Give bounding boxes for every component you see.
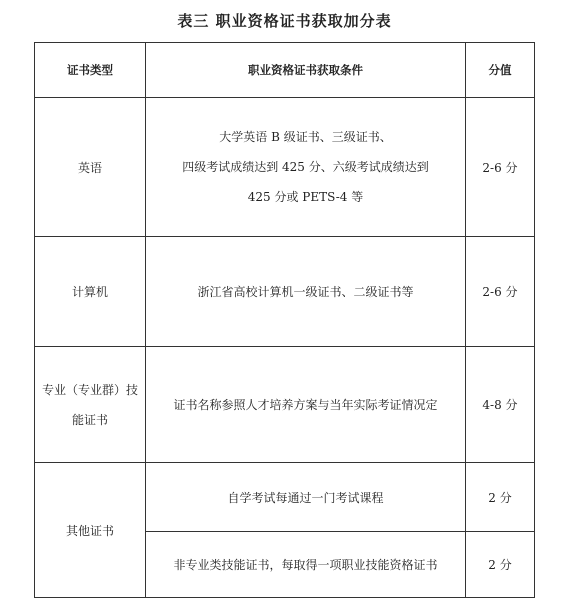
type-cell-professional-skill — [35, 347, 146, 463]
score-cell-professional-skill: 4-8 分 — [466, 347, 535, 463]
table-row — [35, 98, 535, 237]
header-score: 分值 — [466, 43, 535, 98]
condition-cell-english — [146, 98, 466, 237]
condition-cell-professional-skill: 证书名称参照人才培养方案与当年实际考证情况定 — [146, 347, 466, 463]
table-row — [35, 463, 535, 532]
header-certificate-type: 证书类型 — [35, 43, 146, 98]
table-row — [35, 237, 535, 347]
type-cell-computer: 计算机 — [35, 237, 146, 347]
score-cell-self-study: 2 分 — [466, 463, 535, 532]
table-header-row — [35, 43, 535, 98]
header-condition: 职业资格证书获取条件 — [146, 43, 466, 98]
score-cell-computer: 2-6 分 — [466, 237, 535, 347]
score-cell-english: 2-6 分 — [466, 98, 535, 237]
condition-line: 425 分或 PETS-4 等 — [247, 190, 364, 204]
condition-cell-self-study: 自学考试每通过一门考试课程 — [146, 463, 466, 532]
condition-cell-computer: 浙江省高校计算机一级证书、二级证书等 — [146, 237, 466, 347]
score-cell-non-major-skill: 2 分 — [466, 532, 535, 598]
table-title: 表三 职业资格证书获取加分表 — [177, 12, 392, 30]
type-line: 能证书 — [71, 412, 108, 427]
type-line: 专业（专业群）技 — [41, 382, 138, 397]
condition-line: 大学英语 B 级证书、三级证书、 — [219, 130, 392, 144]
certificate-bonus-table — [34, 42, 535, 598]
type-cell-english: 英语 — [35, 98, 146, 237]
condition-cell-non-major-skill: 非专业类技能证书，每取得一项职业技能资格证书 — [146, 532, 466, 598]
condition-line: 四级考试成绩达到 425 分、六级考试成绩达到 — [182, 160, 429, 174]
type-cell-other: 其他证书 — [35, 463, 146, 598]
table-row — [35, 347, 535, 463]
